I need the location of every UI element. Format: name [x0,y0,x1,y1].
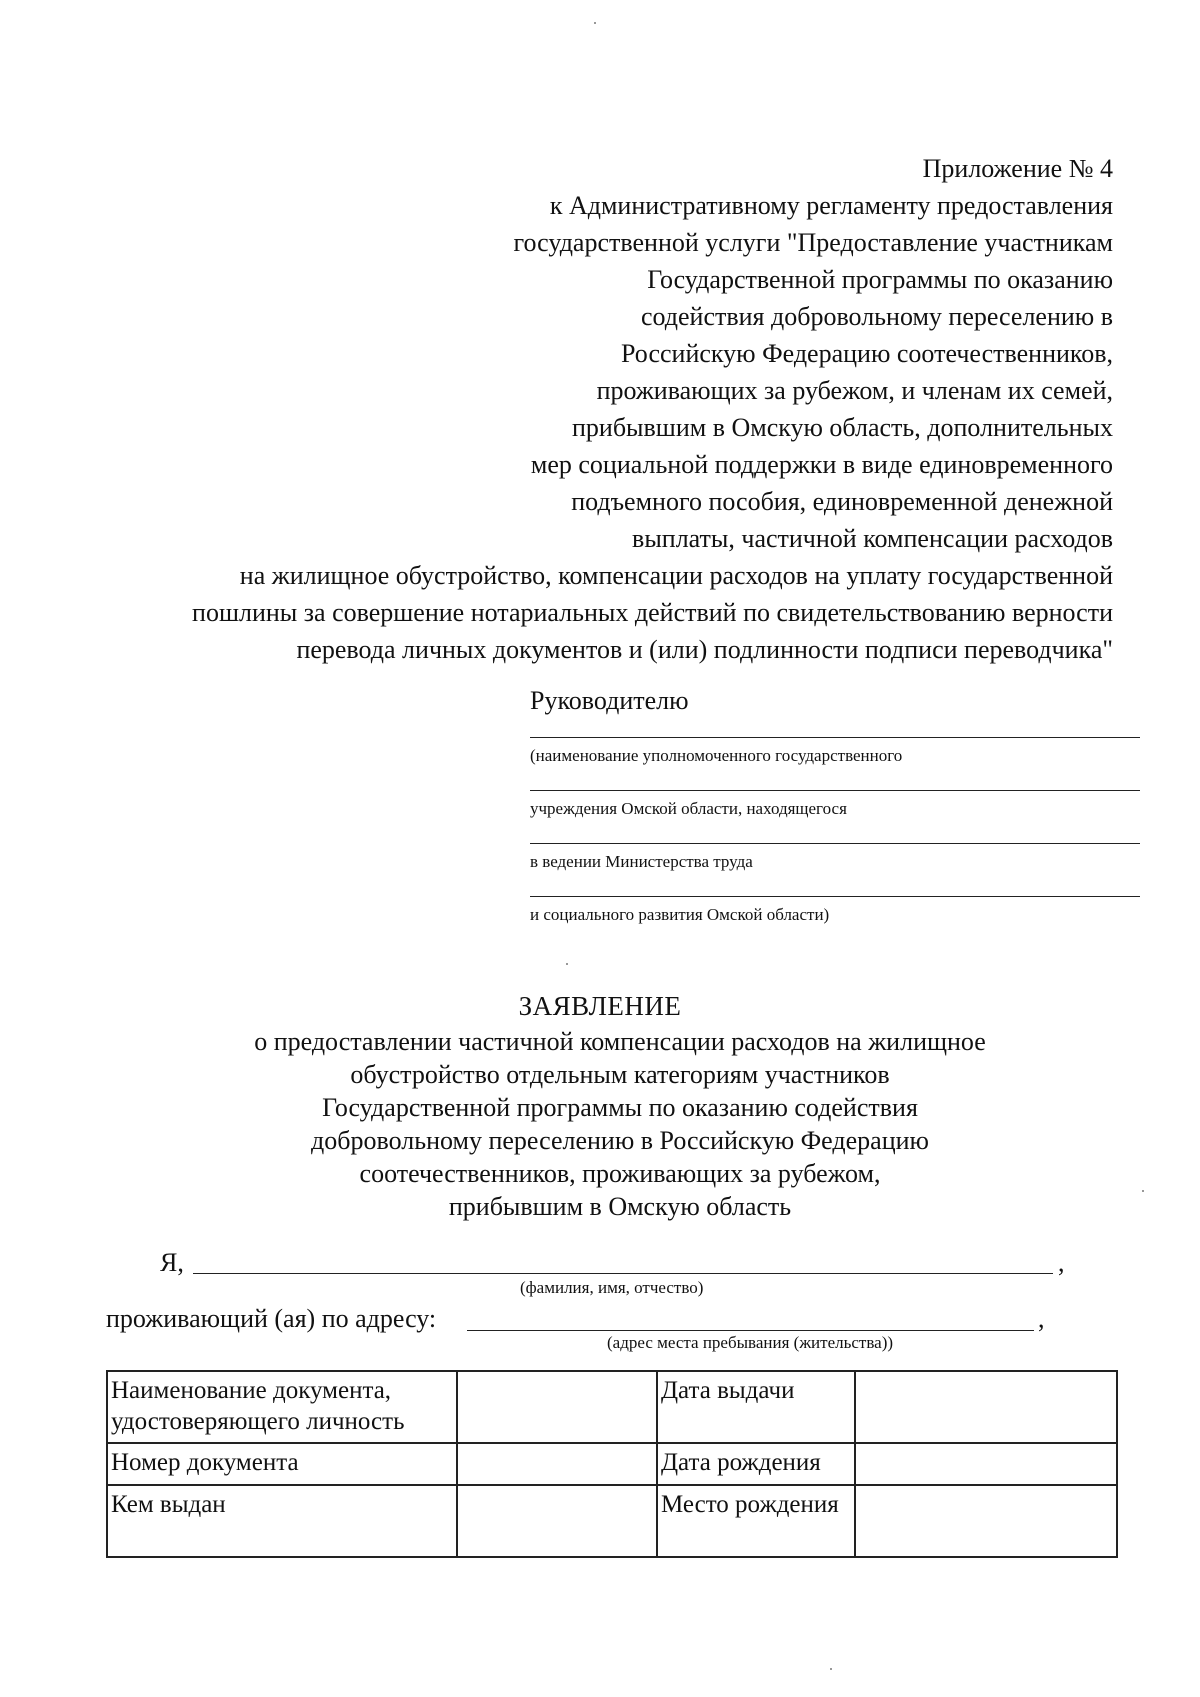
address-caption: (адрес места пребывания (жительства)) [607,1333,894,1352]
doc-name-value[interactable] [457,1371,657,1443]
appendix-line: государственной услуги "Предоставление участникам [513,228,1113,257]
appendix-line: подъемного пособия, единовременной денежной [571,487,1113,516]
appendix-line: к Административному регламенту предоставления [549,191,1113,220]
i-label: Я, [160,1248,184,1277]
issued-by-value[interactable] [457,1485,657,1557]
doc-number-label: Номер документа [107,1443,457,1485]
doc-name-label: Наименование документа, удостоверяющего личность [107,1371,457,1443]
name-trailing-comma: , [1058,1248,1065,1277]
doc-number-value[interactable] [457,1443,657,1485]
appendix-line: выплаты, частичной компенсации расходов [632,524,1113,553]
full-name-field[interactable] [193,1245,1053,1274]
birth-place-value[interactable] [855,1485,1117,1557]
identity-document-table [106,1370,1118,1558]
issued-by-label: Кем выдан [107,1485,457,1557]
subtitle-line: Государственной программы по оказанию содействия [322,1093,918,1122]
appendix-line: Приложение № 4 [922,154,1113,183]
appendix-line: проживающих за рубежом, и членам их семей, [596,376,1113,405]
statement-subtitle [150,1025,1090,1223]
recipient-block [530,685,1140,949]
scan-speck [1142,1190,1144,1192]
appendix-line: Российскую Федерацию соотечественников, [620,339,1113,368]
table-row [107,1485,1117,1557]
address-trailing-comma: , [1038,1304,1045,1333]
issue-date-label: Дата выдачи [657,1371,855,1443]
birth-date-label: Дата рождения [657,1443,855,1485]
birth-place-label: Место рождения [657,1485,855,1557]
appendix-line: пошлины за совершение нотариальных действий по свидетельствованию верности [192,598,1113,627]
address-label: проживающий (ая) по адресу: [106,1304,437,1333]
appendix-line: прибывшим в Омскую область, дополнительных [572,413,1113,442]
table-row [107,1371,1117,1443]
subtitle-line: прибывшим в Омскую область [448,1192,792,1221]
recipient-heading: Руководителю [530,686,689,715]
scan-speck [830,1668,832,1670]
subtitle-line: о предоставлении частичной компенсации расходов на жилищное [254,1027,986,1056]
recipient-caption: и социального развития Омской области) [530,905,830,924]
appendix-line: содействия добровольному переселению в [640,302,1113,331]
statement-title: ЗАЯВЛЕНИЕ [518,991,682,1021]
recipient-caption: (наименование уполномоченного государственного [530,746,903,765]
recipient-caption: в ведении Министерства труда [530,852,753,871]
appendix-header [73,150,1113,668]
issue-date-value[interactable] [855,1371,1117,1443]
birth-date-value[interactable] [855,1443,1117,1485]
scan-speck [566,963,568,965]
appendix-line: перевода личных документов и (или) подлинности подписи переводчика" [296,635,1113,664]
full-name-caption: (фамилия, имя, отчество) [520,1278,704,1297]
appendix-line: мер социальной поддержки в виде единовременного [530,450,1113,479]
subtitle-line: обустройство отдельным категориям участников [350,1060,890,1089]
subtitle-line: соотечественников, проживающих за рубежом, [359,1159,881,1188]
address-field[interactable] [467,1302,1034,1331]
appendix-line: Государственной программы по оказанию [647,265,1113,294]
table-row [107,1443,1117,1485]
scan-speck [594,22,596,24]
recipient-caption: учреждения Омской области, находящегося [530,799,847,818]
appendix-line: на жилищное обустройство, компенсации расходов на уплату государственной [239,561,1113,590]
subtitle-line: добровольному переселению в Российскую Федерацию [311,1126,929,1155]
